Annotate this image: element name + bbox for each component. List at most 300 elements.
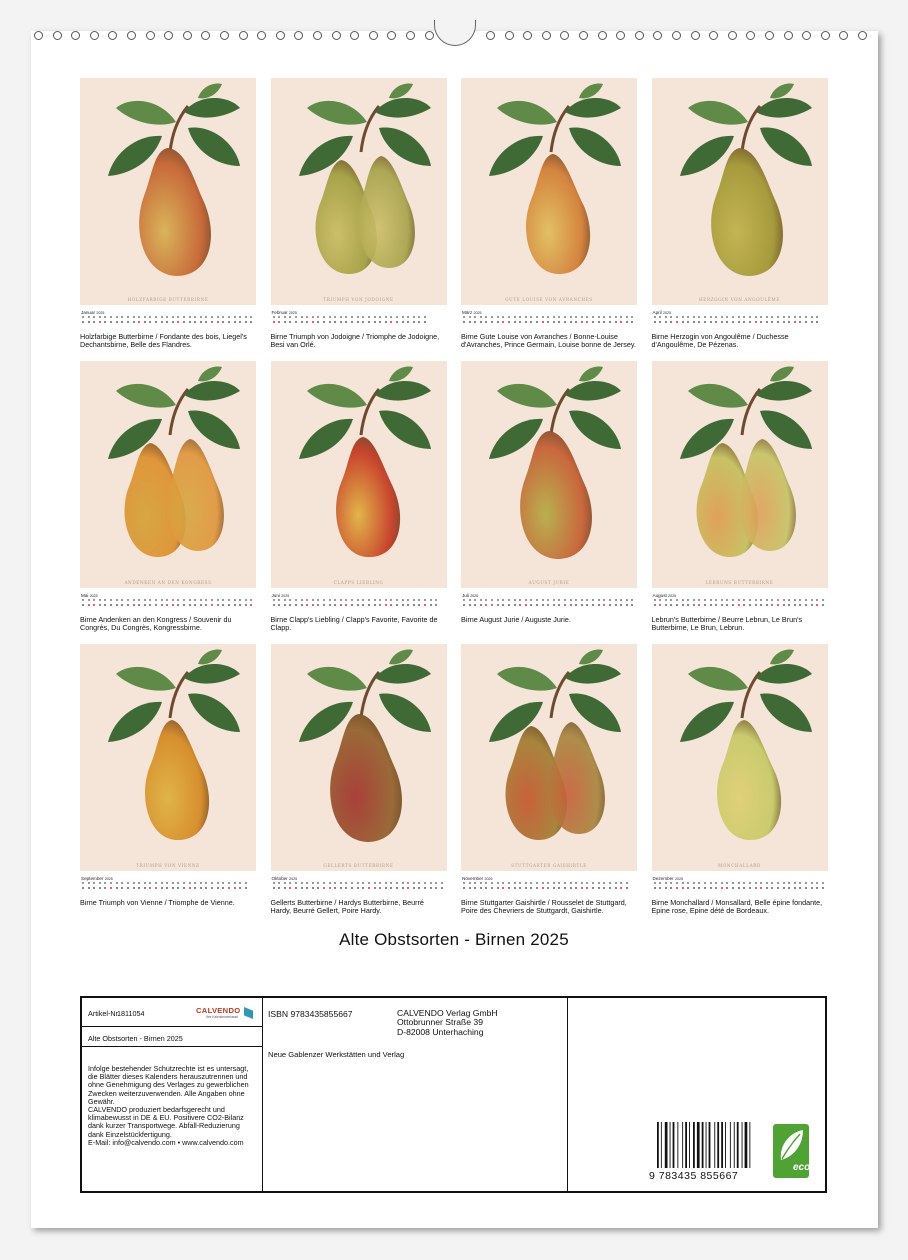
day-mark [193,599,197,608]
day-mark [597,316,601,325]
day-mark [171,882,175,891]
day-mark [468,599,472,608]
day-mark [782,882,786,891]
wire-binding [31,30,878,46]
logo-wordmark: CALVENDO [196,1006,241,1015]
eco-label: eco [793,1162,811,1173]
day-mark [249,599,253,608]
day-mark [563,316,567,325]
day-mark [188,599,192,608]
day-mark [714,882,718,891]
day-mark [569,599,573,608]
day-mark [535,882,539,891]
day-mark [681,882,685,891]
day-mark [552,316,556,325]
day-mark [714,599,718,608]
barcode-bar [725,1122,726,1168]
month-cell [652,361,828,637]
variety-description: Birne Monchallard / Monsallard, Belle épine fondante, Epine rose, Epine dété de Bordeaux. [651,898,823,916]
month-label: September [81,876,104,881]
plate-label: HOLZFARBIGE BUTTERBIRNE [127,297,209,302]
day-mark [507,882,511,891]
day-strip [653,599,827,608]
day-mark [373,882,377,891]
day-mark [412,882,416,891]
day-mark [484,316,488,325]
day-mark [810,316,814,325]
day-mark [143,882,147,891]
day-mark [669,316,673,325]
day-mark [339,599,343,608]
day-mark [378,599,382,608]
day-mark [720,316,724,325]
day-mark [87,316,91,325]
barcode-bar [709,1122,711,1168]
day-mark [132,882,136,891]
day-mark [557,599,561,608]
day-mark [608,316,612,325]
plate-label: GUTE LOUISE VON AVRANCHES [505,297,593,302]
month-year: 2025 [104,877,113,881]
plate-label: TRIUMPH VON JODOIGNE [323,297,394,302]
day-mark [776,599,780,608]
day-mark [782,599,786,608]
day-mark [614,882,618,891]
info-column-article [82,998,263,1191]
variety-description: Birne Herzogin von Angoulême / Duchesse d'Angoulême, De Pézenas. [651,332,789,350]
day-mark [787,882,791,891]
month-name [81,593,98,598]
day-strip [462,599,636,608]
day-mark [664,316,668,325]
day-mark [92,599,96,608]
day-mark [614,599,618,608]
day-mark [322,599,326,608]
day-mark [109,599,113,608]
article-row [82,998,262,1027]
info-column-barcode [569,998,825,1191]
day-mark [597,882,601,891]
barcode-bars [655,1122,755,1170]
day-mark [524,882,528,891]
day-mark [378,882,382,891]
month-label: Dezember [652,876,674,881]
day-mark [793,316,797,325]
day-mark [541,882,545,891]
day-mark [580,882,584,891]
day-mark [501,599,505,608]
day-mark [664,882,668,891]
day-mark [137,316,141,325]
barcode-bar [673,1122,675,1168]
day-strip [462,316,636,325]
day-mark [182,316,186,325]
day-mark [703,599,707,608]
barcode-bar [697,1122,700,1168]
day-mark [361,316,365,325]
binding-ring [616,31,625,40]
month-name [462,310,482,315]
binding-ring [369,31,378,40]
day-mark [653,599,657,608]
day-mark [804,316,808,325]
binding-ring [71,31,80,40]
month-year: 2025 [674,877,683,881]
info-box [80,996,827,1193]
day-mark [210,316,214,325]
pear-illustration [652,644,828,871]
month-label: Mai [81,593,89,598]
day-mark [361,599,365,608]
day-mark [798,316,802,325]
day-mark [361,882,365,891]
barcode-bar [689,1122,690,1168]
day-mark [283,599,287,608]
day-mark [423,316,427,325]
day-mark [384,316,388,325]
day-mark [798,882,802,891]
day-mark [401,599,405,608]
day-mark [126,316,130,325]
day-mark [692,316,696,325]
month-year: 2025 [484,877,493,881]
binding-ring [598,31,607,40]
day-mark [328,882,332,891]
day-mark [344,316,348,325]
binding-ring [294,31,303,40]
day-mark [574,882,578,891]
day-mark [193,316,197,325]
article-number: 1811054 [117,1009,145,1018]
binding-ring [164,31,173,40]
month-label: November [462,876,484,881]
day-mark [244,316,248,325]
day-mark [759,316,763,325]
barcode-number: 9 783435 855667 [649,1170,739,1182]
month-name [653,593,677,598]
binding-ring [108,31,117,40]
day-mark [165,316,169,325]
day-mark [602,882,606,891]
day-mark [810,882,814,891]
month-name [653,876,683,881]
day-mark [81,882,85,891]
day-mark [681,599,685,608]
day-mark [210,882,214,891]
day-strip [81,316,255,325]
day-mark [563,599,567,608]
day-mark [630,316,634,325]
day-mark [754,316,758,325]
info-column-publisher [263,998,568,1191]
calendar-title: Alte Obstsorten - Birnen 2025 [339,930,569,949]
pear-illustration [80,361,256,588]
day-mark [148,599,152,608]
day-mark [401,882,405,891]
day-mark [120,316,124,325]
day-mark [725,599,729,608]
day-mark [490,882,494,891]
day-mark [143,316,147,325]
day-mark [669,882,673,891]
day-mark [546,599,550,608]
barcode-bar [670,1122,671,1168]
day-mark [333,316,337,325]
day-mark [238,882,242,891]
day-mark [608,882,612,891]
month-year: 2025 [89,594,98,598]
day-mark [395,316,399,325]
day-mark [675,599,679,608]
barcode-bar [677,1122,678,1168]
day-mark [725,316,729,325]
day-mark [98,599,102,608]
day-mark [389,599,393,608]
day-mark [137,599,141,608]
month-name [272,310,297,315]
day-mark [238,316,242,325]
barcode-bar [742,1122,743,1168]
logo-flag-icon [244,1007,253,1019]
day-mark [686,882,690,891]
day-mark [748,599,752,608]
day-mark [316,316,320,325]
day-mark [815,599,819,608]
hanger-notch [434,20,476,46]
day-mark [580,316,584,325]
month-cell [271,361,447,637]
day-mark [87,882,91,891]
day-mark [709,316,713,325]
plate-label: AUGUST JURIE [528,580,570,585]
day-mark [344,599,348,608]
binding-ring [90,31,99,40]
plate-label: HERZOGIN VON ANGOULÊME [699,297,780,302]
day-mark [154,599,158,608]
day-mark [305,882,309,891]
day-mark [300,316,304,325]
day-mark [423,882,427,891]
day-mark [765,316,769,325]
binding-ring [653,31,662,40]
day-mark [737,599,741,608]
article-label: Artikel-Nr. [88,1009,120,1018]
day-mark [188,882,192,891]
day-mark [384,882,388,891]
day-mark [350,599,354,608]
day-mark [501,882,505,891]
day-mark [233,599,237,608]
month-name [81,310,104,315]
month-cell [652,78,828,354]
month-year: 2025 [289,877,298,881]
day-mark [412,599,416,608]
day-mark [160,882,164,891]
variety-description: Birne Clapp's Liebling / Clapp's Favorite, Favorite de Clapp. [270,615,438,633]
day-mark [339,316,343,325]
day-mark [126,599,130,608]
day-mark [815,316,819,325]
day-mark [440,882,444,891]
day-mark [277,882,281,891]
day-mark [311,882,315,891]
day-mark [221,316,225,325]
day-mark [137,882,141,891]
day-mark [395,882,399,891]
day-mark [742,316,746,325]
plate-label: ANDENKEN AN DEN KONGRESS [124,580,212,585]
day-mark [529,316,533,325]
day-mark [625,599,629,608]
day-mark [535,316,539,325]
binding-ring [839,31,848,40]
publisher-address: CALVENDO Verlag GmbH Ottobrunner Straße 39 D-82008 Unterhaching [397,1008,498,1037]
day-mark [770,316,774,325]
day-mark [821,599,825,608]
day-mark [277,316,281,325]
day-mark [765,882,769,891]
pear-illustration [271,644,447,871]
day-mark [148,316,152,325]
binding-ring [146,31,155,40]
variety-description: Holzfarbige Butterbirne / Fondante des bois, Liegel's Dechantsbirne, Belle des Flandres. [80,332,247,350]
day-mark [176,882,180,891]
binding-ring [313,31,322,40]
day-mark [552,882,556,891]
day-mark [311,599,315,608]
binding-ring [635,31,644,40]
day-mark [221,599,225,608]
day-strip [272,316,446,325]
calvendo-logo [196,1006,256,1022]
day-mark [597,599,601,608]
plate-label: LEBRUNS BUTTERBIRNE [705,580,774,585]
month-label: Januar [81,310,96,315]
variety-description: Birne Stuttgarter Gaishirtle / Rousselet de Stuttgard, Poire des Chevriers de Stuttgardt, Gaishirtle. [461,898,627,916]
day-mark [501,316,505,325]
day-mark [244,599,248,608]
binding-ring [239,31,248,40]
binding-ring [784,31,793,40]
day-mark [204,599,208,608]
month-name [272,593,290,598]
day-mark [423,599,427,608]
binding-ring [579,31,588,40]
day-mark [305,316,309,325]
day-mark [748,882,752,891]
day-mark [204,316,208,325]
day-mark [737,316,741,325]
month-label: August [652,593,667,598]
day-mark [227,316,231,325]
day-mark [770,599,774,608]
binding-ring [691,31,700,40]
binding-ring [523,31,532,40]
day-mark [490,599,494,608]
day-mark [356,882,360,891]
day-mark [731,599,735,608]
barcode-bar [706,1122,707,1168]
day-mark [143,599,147,608]
binding-ring [387,31,396,40]
month-label: Februar [271,310,288,315]
day-mark [664,599,668,608]
day-mark [316,599,320,608]
day-mark [552,599,556,608]
day-mark [529,599,533,608]
day-mark [591,882,595,891]
binding-ring [728,31,737,40]
eco-badge [773,1124,809,1178]
day-mark [591,599,595,608]
day-mark [406,316,410,325]
binding-ring [560,31,569,40]
day-mark [227,599,231,608]
day-mark [199,882,203,891]
day-mark [602,316,606,325]
day-mark [92,882,96,891]
day-mark [574,316,578,325]
variety-description: Birne Triumph von Jodoigne / Triomphe de Jodoigne, Besi van Orlé. [270,332,440,350]
day-mark [221,882,225,891]
binding-ring [276,31,285,40]
day-mark [754,882,758,891]
day-strip [653,316,827,325]
day-mark [462,316,466,325]
day-mark [98,316,102,325]
month-cell [461,644,637,920]
variety-description: Birne August Jurie / Auguste Jurie. [461,615,571,624]
day-mark [417,599,421,608]
day-mark [787,316,791,325]
day-mark [748,316,752,325]
isbn: ISBN 9783435855667 [268,1009,353,1019]
day-mark [557,316,561,325]
day-mark [585,316,589,325]
day-mark [658,316,662,325]
barcode-bar [665,1122,668,1168]
binding-ring [709,31,718,40]
day-mark [697,599,701,608]
day-strip [272,599,446,608]
day-mark [311,316,315,325]
day-mark [546,882,550,891]
barcode-bar [682,1122,683,1168]
day-mark [697,882,701,891]
day-mark [210,599,214,608]
day-mark [148,882,152,891]
day-mark [697,316,701,325]
binding-ring [821,31,830,40]
pear-illustration [461,361,637,588]
day-mark [541,599,545,608]
day-mark [619,882,623,891]
month-cell [271,644,447,920]
day-mark [294,599,298,608]
day-mark [109,882,113,891]
day-mark [754,599,758,608]
pear-illustration [271,361,447,588]
day-mark [507,316,511,325]
month-year: 2025 [288,311,297,315]
barcode-bar [693,1122,695,1168]
day-mark [787,599,791,608]
binding-ring [257,31,266,40]
day-mark [669,599,673,608]
day-mark [776,316,780,325]
day-mark [692,599,696,608]
barcode-bar [661,1122,662,1168]
